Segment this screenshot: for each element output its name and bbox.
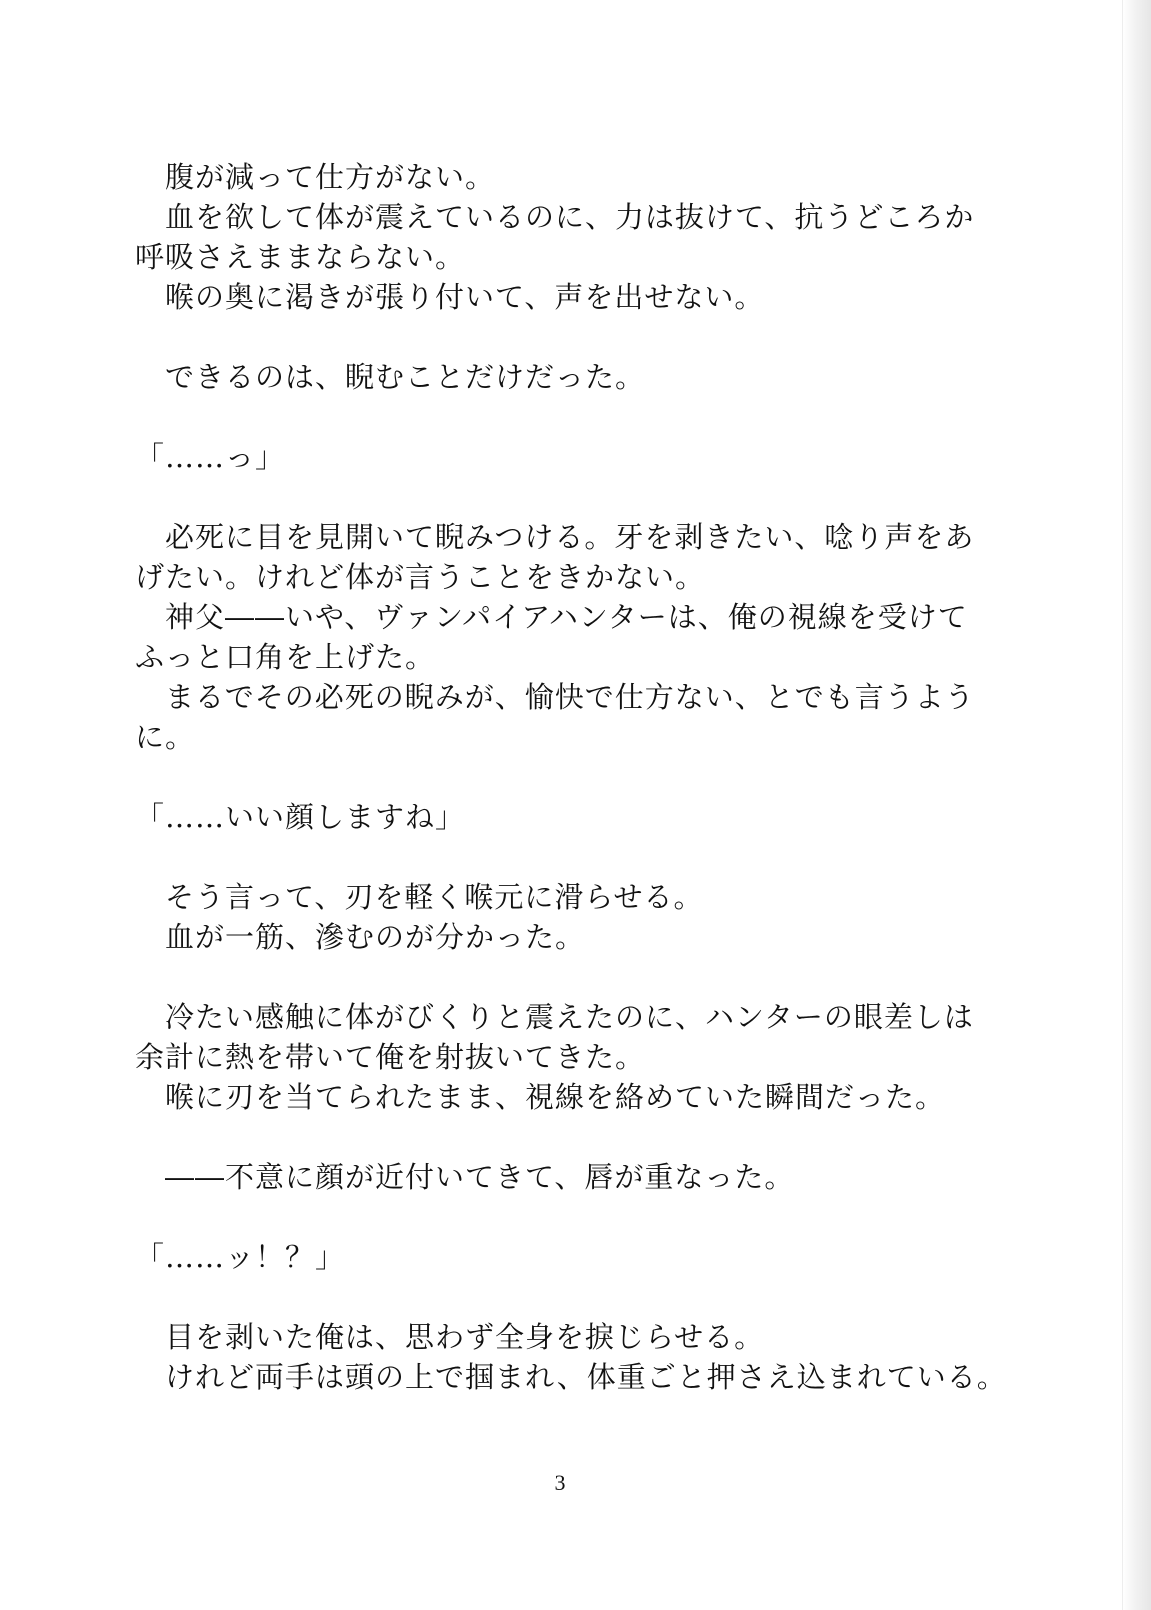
- text-line: 血を欲して体が震えているのに、力は抜けて、抗うどころか: [135, 200, 975, 234]
- dialogue-line: 「……っ」: [135, 440, 286, 474]
- text-line: 目を剥いた俺は、思わず全身を捩じらせる。: [135, 1320, 765, 1354]
- text-line: 冷たい感触に体がびくりと震えたのに、ハンターの眼差しは: [135, 1000, 974, 1034]
- blank-line: [135, 837, 995, 877]
- text-line: ふっと口角を上げた。: [135, 640, 436, 674]
- text-line: 腹が減って仕方がない。: [135, 160, 496, 194]
- page-body: [135, 157, 1007, 1397]
- text-line: 血が一筋、滲むのが分かった。: [135, 920, 586, 954]
- text-line: できるのは、睨むことだけだった。: [135, 360, 646, 394]
- text-line: に。: [135, 720, 196, 754]
- blank-line: [135, 1277, 995, 1317]
- text-line: 神父――いや、ヴァンパイアハンターは、俺の視線を受けて: [135, 600, 968, 634]
- blank-line: [135, 317, 995, 357]
- page-number: 3: [554, 1470, 566, 1495]
- blank-line: [135, 957, 995, 997]
- text-line: 喉に刃を当てられたまま、視線を絡めていた瞬間だった。: [135, 1080, 946, 1114]
- text-line: ――不意に顔が近付いてきて、唇が重なった。: [135, 1160, 795, 1194]
- page-edge-shadow: [1122, 0, 1151, 1610]
- text-line: まるでその必死の睨みが、愉快で仕方ない、とでも言うよう: [135, 680, 975, 714]
- dialogue-line: 「……ッ！？」: [135, 1240, 346, 1274]
- blank-line: [135, 477, 995, 517]
- blank-line: [135, 757, 995, 797]
- blank-line: [135, 1117, 995, 1157]
- text-line: けれど両手は頭の上で掴まれ、体重ごと押さえ込まれている。: [135, 1360, 1007, 1394]
- text-line: 喉の奥に渇きが張り付いて、声を出せない。: [135, 280, 765, 314]
- text-line: 余計に熱を帯いて俺を射抜いてきた。: [135, 1040, 646, 1074]
- dialogue-line: 「……いい顔しますね」: [135, 800, 466, 834]
- text-line: そう言って、刃を軽く喉元に滑らせる。: [135, 880, 704, 914]
- blank-line: [135, 1197, 995, 1237]
- blank-line: [135, 397, 995, 437]
- text-line: 必死に目を見開いて睨みつける。牙を剥きたい、唸り声をあ: [135, 520, 975, 554]
- text-line: げたい。けれど体が言うことをきかない。: [135, 560, 706, 594]
- text-line: 呼吸さえままならない。: [135, 240, 466, 274]
